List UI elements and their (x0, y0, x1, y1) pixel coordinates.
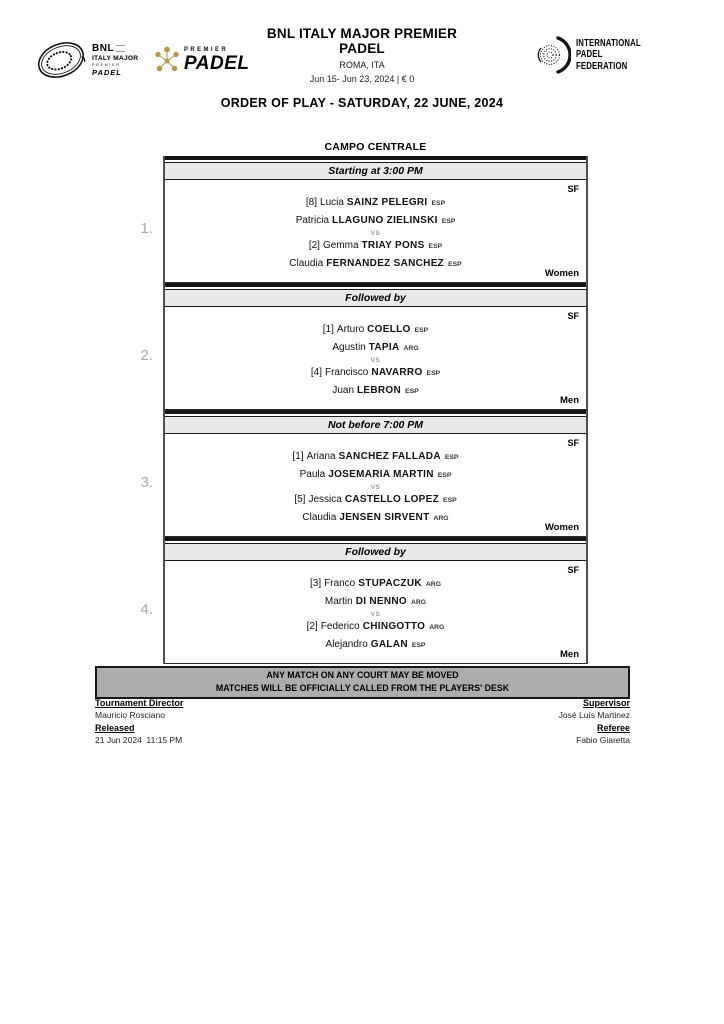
match-number: 4. (140, 601, 153, 618)
bnl-italy-major: ITALY MAJOR (92, 54, 139, 62)
category-badge: Women (544, 522, 579, 533)
player-line (165, 195, 586, 213)
player-seed: [2] (306, 621, 318, 632)
notice-banner (95, 666, 630, 699)
session-divider-bar (165, 410, 586, 414)
player-line (165, 213, 586, 231)
player-line (165, 322, 586, 340)
bnl-premier: PREMIER (92, 62, 121, 67)
session-divider-bar (165, 156, 586, 160)
player-last-name: SANCHEZ FALLADA (338, 451, 441, 462)
player-line (165, 467, 586, 485)
player-seed: [3] (310, 578, 322, 589)
player-country: ARG (410, 598, 427, 606)
player-country: ESP (448, 260, 462, 268)
tournament-director-name: Mauricio Rosciano (95, 710, 165, 720)
teams (165, 180, 586, 273)
round-badge: SF (567, 565, 579, 575)
match-block-4 (140, 561, 586, 664)
vs-label: VS (370, 611, 381, 618)
player-line (165, 492, 586, 510)
ipf-line2: PADEL (576, 48, 603, 61)
schedule-table (140, 156, 588, 664)
vs-label: VS (370, 230, 381, 237)
player-country: ESP (411, 641, 426, 649)
footer-left (95, 697, 183, 747)
footer-right (559, 697, 630, 747)
vs-label: VS (370, 357, 381, 364)
match-block-2 (140, 307, 586, 410)
padel-label: PADEL (184, 53, 250, 74)
player-last-name: JOSEMARIA MARTIN (328, 468, 434, 480)
player-country: ESP (437, 471, 452, 479)
ipf-ball-icon (537, 33, 571, 77)
player-country: ESP (414, 327, 429, 334)
teams (165, 561, 586, 654)
player-last-name: JENSEN SIRVENT (339, 511, 430, 523)
tournament-director-label: Tournament Director (95, 698, 184, 708)
player-country: ARG (429, 624, 445, 631)
released-label: Released (95, 723, 135, 733)
player-line (165, 576, 586, 594)
event-dates: Jun 15- Jun 23, 2024 | € 0 (309, 73, 415, 84)
match-number: 2. (140, 347, 153, 364)
player-first-name: Paula (299, 468, 326, 480)
notice-line2: MATCHES WILL BE OFFICIALLY CALLED FROM THE PLAYERS' DESK (215, 683, 510, 694)
player-last-name: TRIAY PONS (361, 240, 425, 251)
bnl-brand: BNL (92, 43, 115, 54)
player-first-name: Gemma (322, 240, 359, 251)
player-first-name: Agustin (332, 341, 366, 353)
player-line (165, 238, 586, 256)
session-divider-bar (165, 537, 586, 541)
player-country: ESP (443, 497, 457, 504)
match-number: 3. (140, 474, 153, 491)
player-country: ESP (441, 217, 456, 225)
session-header: Not before 7:00 PM (165, 416, 586, 434)
player-first-name: Francisco (324, 367, 369, 378)
player-seed: [2] (308, 240, 320, 251)
round-badge: SF (567, 184, 579, 194)
player-last-name: CHINGOTTO (362, 621, 426, 632)
referee-name: Fabio Giaretta (576, 735, 630, 745)
player-line (165, 256, 586, 274)
player-first-name: Juan (332, 384, 355, 396)
player-last-name: LLAGUNO ZIELINSKI (332, 214, 438, 226)
player-seed: [1] (292, 451, 304, 462)
session-divider-bar (165, 283, 586, 287)
category-badge: Men (560, 395, 579, 406)
player-last-name: LEBRON (357, 384, 402, 396)
premier-label: PREMIER (184, 47, 229, 53)
player-first-name: Federico (320, 621, 360, 632)
session-header: Followed by (165, 289, 586, 307)
player-last-name: GALAN (370, 638, 408, 650)
order-of-play-title: ORDER OF PLAY - SATURDAY, 22 JUNE, 2024 (220, 96, 504, 110)
padel-racket-icon (34, 34, 88, 86)
court-name: CAMPO CENTRALE (324, 141, 427, 153)
player-first-name: Martin (324, 595, 353, 607)
bnl-logo-text (92, 44, 144, 76)
bnl-fineprint-lines-icon (116, 45, 125, 52)
player-country: ARG (433, 514, 449, 522)
player-line (165, 340, 586, 358)
player-country: ESP (444, 454, 459, 461)
player-last-name: COELLO (367, 324, 411, 335)
player-seed: [4] (310, 367, 322, 378)
bnl-padel: PADEL (92, 67, 122, 77)
supervisor-label: Supervisor (582, 698, 630, 708)
match-number: 1. (140, 220, 153, 237)
player-seed: [8] (305, 197, 318, 208)
player-country: ARG (403, 344, 419, 352)
player-first-name: Alejandro (325, 638, 368, 650)
round-badge: SF (567, 438, 579, 448)
player-line (165, 637, 586, 655)
supervisor-name: José Luís Martinez (558, 710, 630, 720)
player-country: ESP (426, 370, 441, 377)
player-country: ESP (428, 243, 443, 250)
category-badge: Men (560, 649, 579, 660)
player-first-name: Ariana (306, 451, 336, 462)
tournament-logo-group (34, 30, 249, 90)
player-line (165, 383, 586, 401)
player-seed: [5] (294, 494, 306, 505)
player-line (165, 449, 586, 467)
ipf-line1: INTERNATIONAL (576, 36, 642, 49)
teams (165, 434, 586, 527)
player-last-name: SAINZ PELEGRI (346, 197, 428, 208)
player-seed: [1] (322, 324, 334, 335)
player-country: ARG (425, 581, 441, 588)
player-last-name: FERNANDEZ SANCHEZ (326, 257, 445, 269)
session-header: Starting at 3:00 PM (165, 162, 586, 180)
teams (165, 307, 586, 400)
category-badge: Women (544, 268, 579, 279)
round-badge: SF (567, 311, 579, 321)
vs-label: VS (370, 484, 381, 491)
ipf-logo (537, 33, 664, 77)
match-block-3 (140, 434, 586, 537)
premier-padel-wordmark (184, 47, 249, 73)
player-last-name: CASTELLO LOPEZ (344, 494, 440, 505)
player-line (165, 365, 586, 383)
player-first-name: Lucia (320, 197, 344, 208)
event-title-line2: PADEL (339, 40, 385, 56)
player-country: ESP (405, 387, 419, 395)
referee-label: Referee (596, 723, 630, 733)
player-line (165, 510, 586, 528)
player-last-name: NAVARRO (371, 367, 423, 378)
player-last-name: DI NENNO (355, 595, 407, 607)
document-footer (95, 697, 630, 747)
match-block-1 (140, 180, 586, 283)
player-first-name: Jessica (308, 494, 342, 505)
premier-padel-flower-icon (154, 45, 180, 75)
player-first-name: Franco (324, 578, 356, 589)
player-country: ESP (431, 200, 446, 207)
player-first-name: Arturo (336, 324, 365, 335)
player-line (165, 594, 586, 612)
ipf-line3: FEDERATION (576, 59, 628, 72)
player-first-name: Patricia (295, 214, 330, 226)
player-line (165, 619, 586, 637)
event-location: ROMA, ITA (339, 59, 385, 70)
player-last-name: STUPACZUK (358, 578, 422, 589)
session-header: Followed by (165, 543, 586, 561)
notice-line1: ANY MATCH ON ANY COURT MAY BE MOVED (266, 670, 459, 680)
released-datetime: 21 Jun 2024 11:15 PM (95, 735, 183, 745)
player-last-name: TAPIA (368, 341, 400, 353)
player-first-name: Claudia (302, 511, 337, 523)
ipf-logo-text (576, 38, 641, 73)
player-first-name: Claudia (289, 257, 324, 269)
schedule-main (140, 141, 588, 664)
event-title-line1: BNL ITALY MAJOR PREMIER (266, 26, 458, 41)
